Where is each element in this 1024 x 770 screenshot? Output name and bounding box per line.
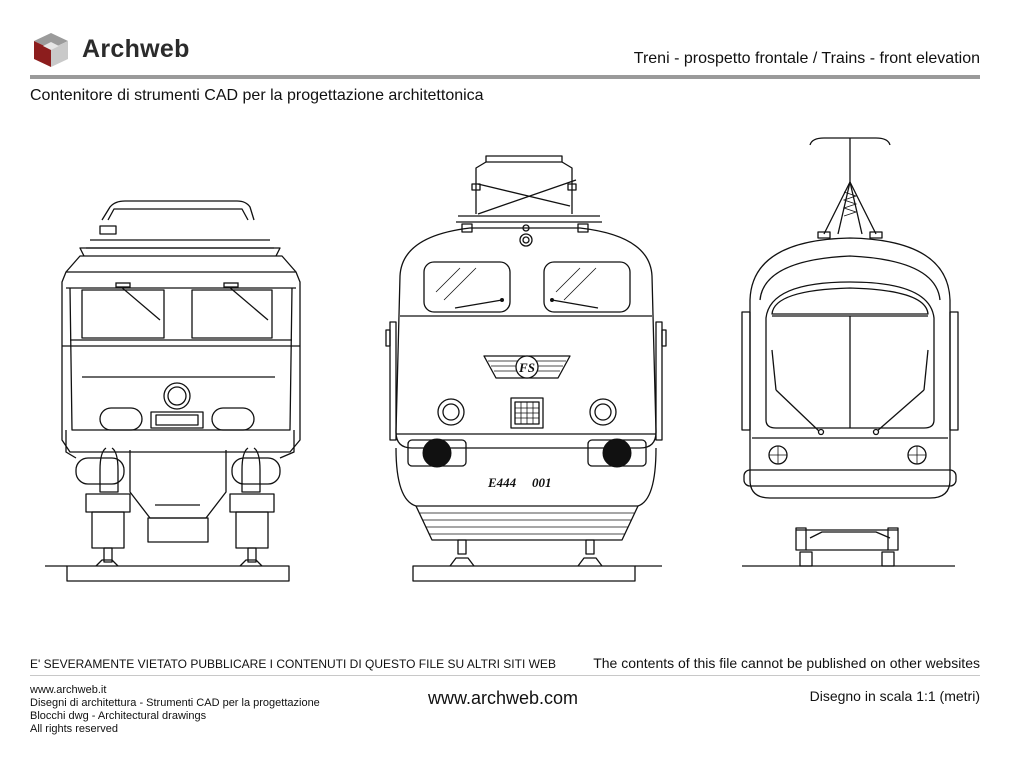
train-left [45, 201, 300, 581]
document-title: Treni - prospetto frontale / Trains - front elevation [633, 50, 980, 67]
archweb-logo-icon [32, 32, 70, 68]
website-link[interactable]: www.archweb.com [428, 688, 579, 708]
train-middle-e444 [386, 156, 666, 581]
train-right-tram [742, 138, 958, 566]
footer-line-blocks: Blocchi dwg - Architectural drawings [30, 710, 207, 722]
warning-english: The contents of this file cannot be published on other websites [593, 655, 980, 671]
footer-line-drawings: Disegni di architettura - Strumenti CAD per la progettazione [30, 697, 320, 709]
trains-drawing [0, 120, 1024, 590]
fs-emblem-text: FS [519, 360, 535, 375]
subtitle: Contenitore di strumenti CAD per la progettazione architettonica [30, 87, 484, 104]
drawing-scale: Disegno in scala 1:1 (metri) [809, 688, 980, 704]
header-divider [30, 75, 980, 79]
warning-italian: E' SEVERAMENTE VIETATO PUBBLICARE I CONTENUTI DI QUESTO FILE SU ALTRI SITI WEB [30, 657, 556, 671]
locomotive-serial: 001 [532, 475, 552, 490]
footer-site-link[interactable]: www.archweb.it [30, 684, 107, 696]
footer-line-rights: All rights reserved [30, 723, 119, 735]
footer-divider [30, 675, 980, 676]
locomotive-number: E444 [488, 475, 517, 490]
brand-name: Archweb [82, 35, 190, 63]
